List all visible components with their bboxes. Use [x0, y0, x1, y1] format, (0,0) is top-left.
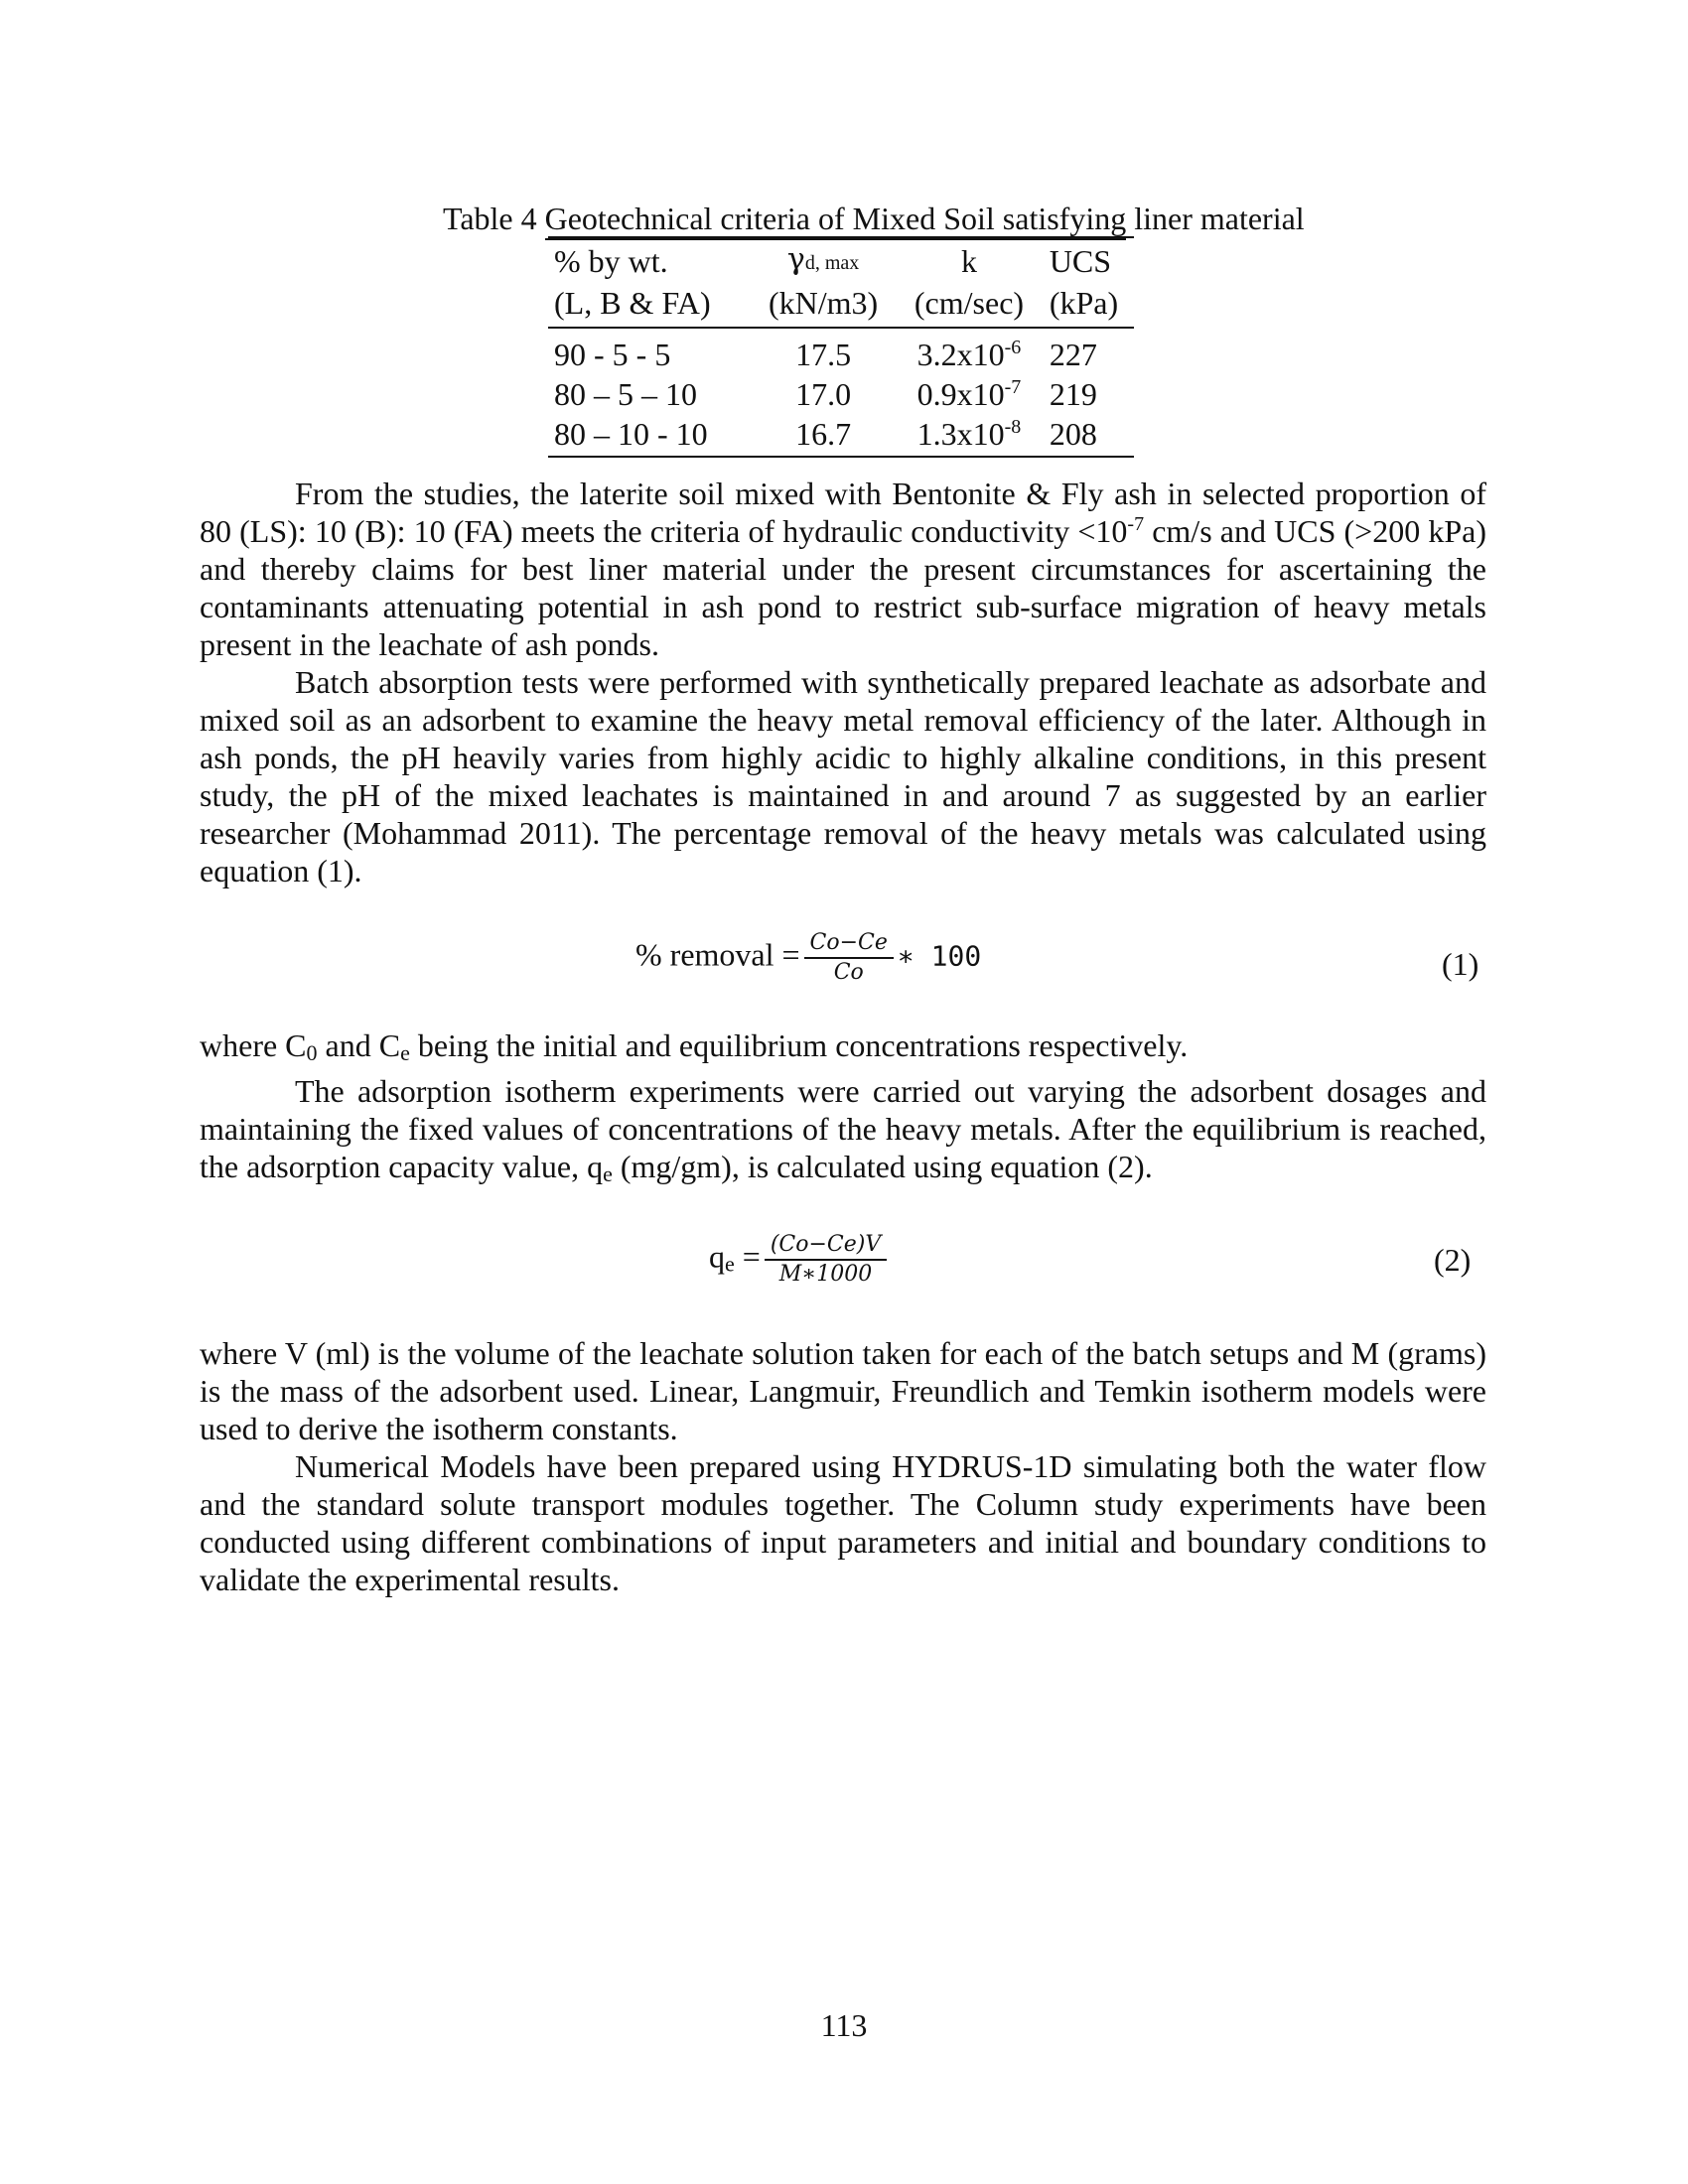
- table-row: [548, 414, 1134, 457]
- body-text-block-3: [200, 1334, 1486, 1598]
- gamma-symbol: γ: [786, 242, 805, 277]
- geotechnical-criteria-table: [548, 236, 1134, 458]
- paragraph-batch-absorption: Batch absorption tests were performed with synthetically prepared leachate as adsorbate and mixed soil as an adsorbent to examine the heavy metal removal efficiency of the later. Although in ash ponds, the pH heavily varies from highly acidic to highly alkaline conditions, in this present study, the pH of the mixed leachates is maintained in and around 7 as suggested by an earlier researcher (Mohammad 2011). The percentage removal of the heavy metals was calculated using equation (1).: [200, 664, 1486, 888]
- k-base: 1.3x10: [916, 416, 1005, 452]
- eq1-lhs: % removal =: [635, 936, 800, 973]
- k-exponent: -8: [1004, 416, 1022, 438]
- table-row: [548, 328, 1134, 374]
- header-k-units: (cm/sec): [895, 283, 1044, 328]
- p1-superscript: -7: [1127, 513, 1145, 535]
- cell-mix: 90 - 5 - 5: [554, 337, 671, 372]
- header-mix: % by wt.: [548, 237, 752, 283]
- p3-text-b: and C: [317, 1027, 401, 1063]
- caption-prefix: Table 4: [443, 201, 545, 236]
- cell-mix: 80 – 5 – 10: [554, 376, 697, 412]
- eq1-numerator: Co−Ce: [809, 930, 888, 955]
- p3-text-c: being the initial and equilibrium concentrations respectively.: [409, 1027, 1189, 1063]
- k-base: 3.2x10: [916, 337, 1005, 372]
- eq2-lhs-sub: e: [725, 1251, 735, 1277]
- p3-text-a: where C: [200, 1027, 307, 1063]
- paragraph-adsorption-isotherm: [200, 1072, 1486, 1193]
- cell-ucs: 208: [1044, 414, 1134, 457]
- p4-text-b: (mg/gm), is calculated using equation (2).: [612, 1149, 1153, 1184]
- eq2-denominator: M∗1000: [765, 1259, 887, 1289]
- paragraph-where-v: where V (ml) is the volume of the leachate solution taken for each of the batch setups and M (grams) is the mass of the adsorbent used. Linear, Langmuir, Freundlich and Temkin isotherm models were used to derive the isotherm constants.: [200, 1335, 1486, 1446]
- table-caption: [443, 199, 1305, 238]
- cell-gamma: 16.7: [752, 414, 895, 457]
- p3-sub-e: e: [400, 1040, 410, 1065]
- cell-k: [895, 374, 1044, 414]
- header-mix-units: (L, B & FA): [548, 283, 752, 328]
- equation-2-number: (2): [1434, 1242, 1472, 1278]
- paragraph-numerical-models: Numerical Models have been prepared using HYDRUS-1D simulating both the water flow and the standard solute transport modules together. The Column study experiments have been conducted using different combinations of input parameters and initial and boundary conditions to validate the experimental results.: [200, 1448, 1486, 1597]
- table-row: [548, 374, 1134, 414]
- eq2-fraction: [765, 1231, 887, 1289]
- equation-1-number: (1): [1442, 946, 1479, 982]
- k-exponent: -6: [1004, 337, 1022, 358]
- eq2-lhs: q: [709, 1238, 725, 1275]
- paragraph-laterite-mix: [200, 475, 1486, 663]
- cell-ucs: 227: [1049, 337, 1097, 372]
- cell-gamma: 17.5: [795, 337, 852, 372]
- cell-mix: 80 – 10 - 10: [548, 414, 752, 457]
- eq2-equals: =: [734, 1238, 761, 1275]
- eq2-numerator: (Co−Ce)V: [770, 1232, 882, 1257]
- equation-1: [635, 929, 981, 987]
- p1-text-a: From the studies, the laterite soil mixed with Bentonite & Fly ash in selected proportion of 80 (LS): 10 (B): 10 (FA) meets the criteria of hydraulic conductivity <10: [200, 476, 1486, 549]
- caption-underlined: Geotechnical criteria of Mixed Soil satisfying: [545, 201, 1127, 240]
- cell-ucs: 219: [1049, 376, 1097, 412]
- paragraph-where-c0: [200, 1026, 1486, 1072]
- cell-gamma: 17.0: [795, 376, 852, 412]
- body-text-block-1: [200, 475, 1486, 889]
- caption-suffix: liner material: [1126, 201, 1305, 236]
- k-exponent: -7: [1004, 376, 1022, 398]
- p3-sub-0: 0: [306, 1040, 318, 1065]
- table-header-row: [548, 237, 1134, 283]
- eq1-denominator: Co: [804, 957, 894, 987]
- header-ucs-units: (kPa): [1044, 283, 1134, 328]
- header-gamma: [752, 237, 895, 283]
- cell-k: [895, 328, 1044, 374]
- equation-2: [709, 1231, 891, 1289]
- gamma-subscript: d, max: [804, 252, 860, 274]
- header-k: k: [895, 237, 1044, 283]
- k-base: 0.9x10: [916, 376, 1005, 412]
- header-ucs: UCS: [1044, 237, 1134, 283]
- page-number: 113: [820, 2007, 868, 2043]
- table-header-units-row: [548, 283, 1134, 328]
- eq1-rhs: ∗ 100: [897, 939, 982, 973]
- body-text-block-2: [200, 1026, 1486, 1193]
- header-gamma-units: (kN/m3): [752, 283, 895, 328]
- p1-text-b: cm/s and UCS (>200 kPa) and thereby claims for best liner material under the present circumstances for ascertaining the contaminants attenuating potential in ash pond to restrict sub-surface migration of heavy metals present in the leachate of ash ponds.: [200, 513, 1487, 662]
- eq1-fraction: [804, 929, 894, 987]
- p4-text-a: The adsorption isotherm experiments were carried out varying the adsorbent dosages and maintaining the fixed values of concentrations of the heavy metals. After the equilibrium is reached, the adsorption capacity value, q: [200, 1073, 1486, 1184]
- p4-sub-e: e: [603, 1161, 613, 1186]
- cell-k: [895, 414, 1044, 457]
